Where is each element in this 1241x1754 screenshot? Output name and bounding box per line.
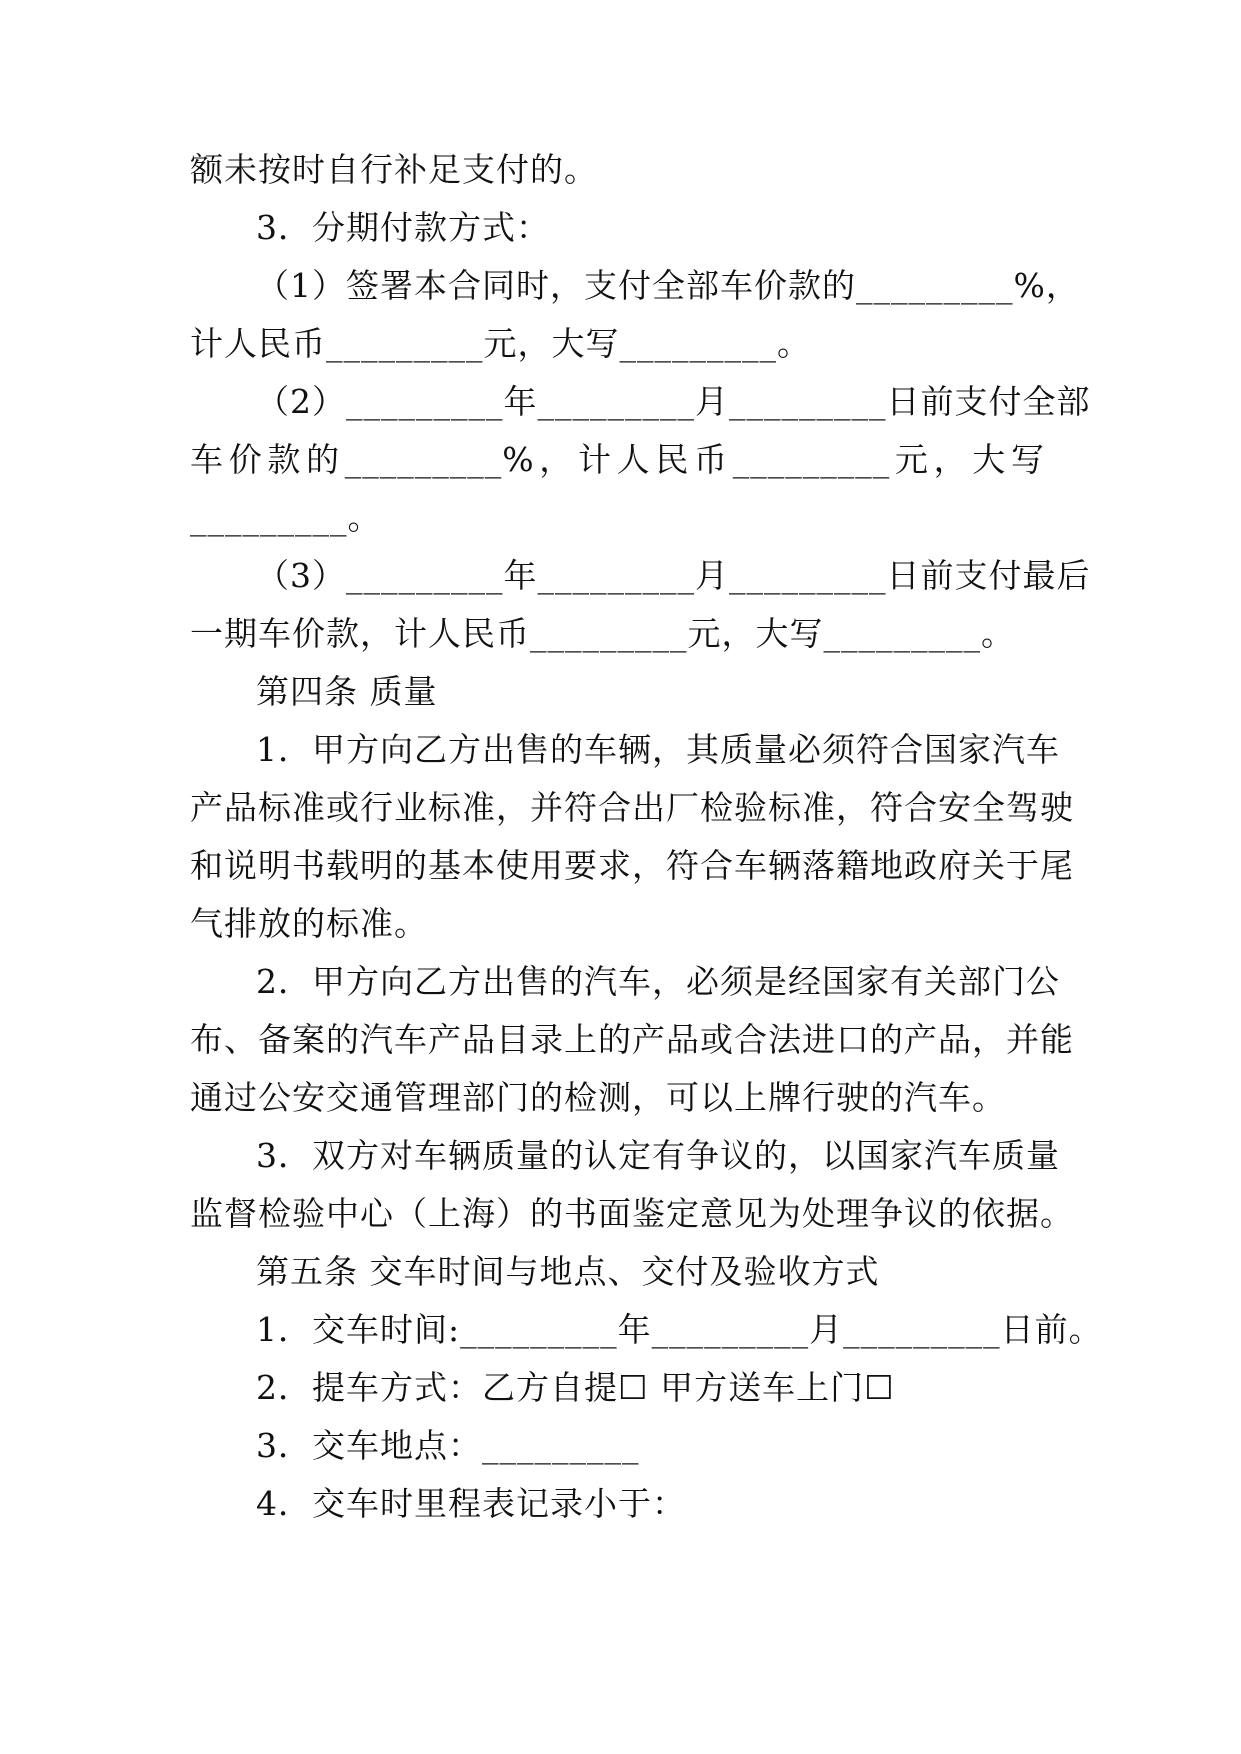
text-line: 额未按时自行补足支付的。 xyxy=(190,150,598,189)
text-line: 通过公安交通管理部门的检测，可以上牌行驶的汽车。 xyxy=(190,1078,1006,1117)
text-line: _________。 xyxy=(190,498,382,537)
text-line: （3）_________年_________月_________日前支付最后 xyxy=(256,556,1091,595)
text-line: 气排放的标准。 xyxy=(190,904,428,943)
text-line: 3．交车地点：_________ xyxy=(256,1426,640,1465)
text-line: 布、备案的汽车产品目录上的产品或合法进口的产品，并能 xyxy=(190,1020,1074,1059)
text-line: （1）签署本合同时，支付全部车价款的_________%， xyxy=(256,266,1080,305)
section-heading: 第四条 质量 xyxy=(256,672,438,711)
text-line: 1．交车时间:_________年_________月_________日前。 xyxy=(256,1310,1103,1349)
text-line: （2）_________年_________月_________日前支付全部 xyxy=(256,382,1091,421)
text-line: 3．双方对车辆质量的认定有争议的，以国家汽车质量 xyxy=(256,1136,1060,1175)
text-line: 和说明书载明的基本使用要求，符合车辆落籍地政府关于尾 xyxy=(190,846,1074,885)
text-line: 计人民币_________元，大写_________。 xyxy=(190,324,811,363)
text-line: 一期车价款，计人民币_________元，大写_________。 xyxy=(190,614,1015,653)
text-line: 产品标准或行业标准，并符合出厂检验标准，符合安全驾驶 xyxy=(190,788,1074,827)
text-line: 4．交车时里程表记录小于： xyxy=(256,1484,686,1523)
text-line: 1．甲方向乙方出售的车辆，其质量必须符合国家汽车 xyxy=(256,730,1060,769)
text-line: 2．提车方式：乙方自提☐ 甲方送车上门☐ xyxy=(256,1368,895,1407)
text-line: 车价款的_________%，计人民币_________元，大写 xyxy=(190,440,1045,479)
text-line: 3．分期付款方式： xyxy=(256,208,550,247)
text-line: 监督检验中心（上海）的书面鉴定意见为处理争议的依据。 xyxy=(190,1194,1074,1233)
section-heading: 第五条 交车时间与地点、交付及验收方式 xyxy=(256,1252,880,1291)
text-line: 2．甲方向乙方出售的汽车，必须是经国家有关部门公 xyxy=(256,962,1060,1001)
